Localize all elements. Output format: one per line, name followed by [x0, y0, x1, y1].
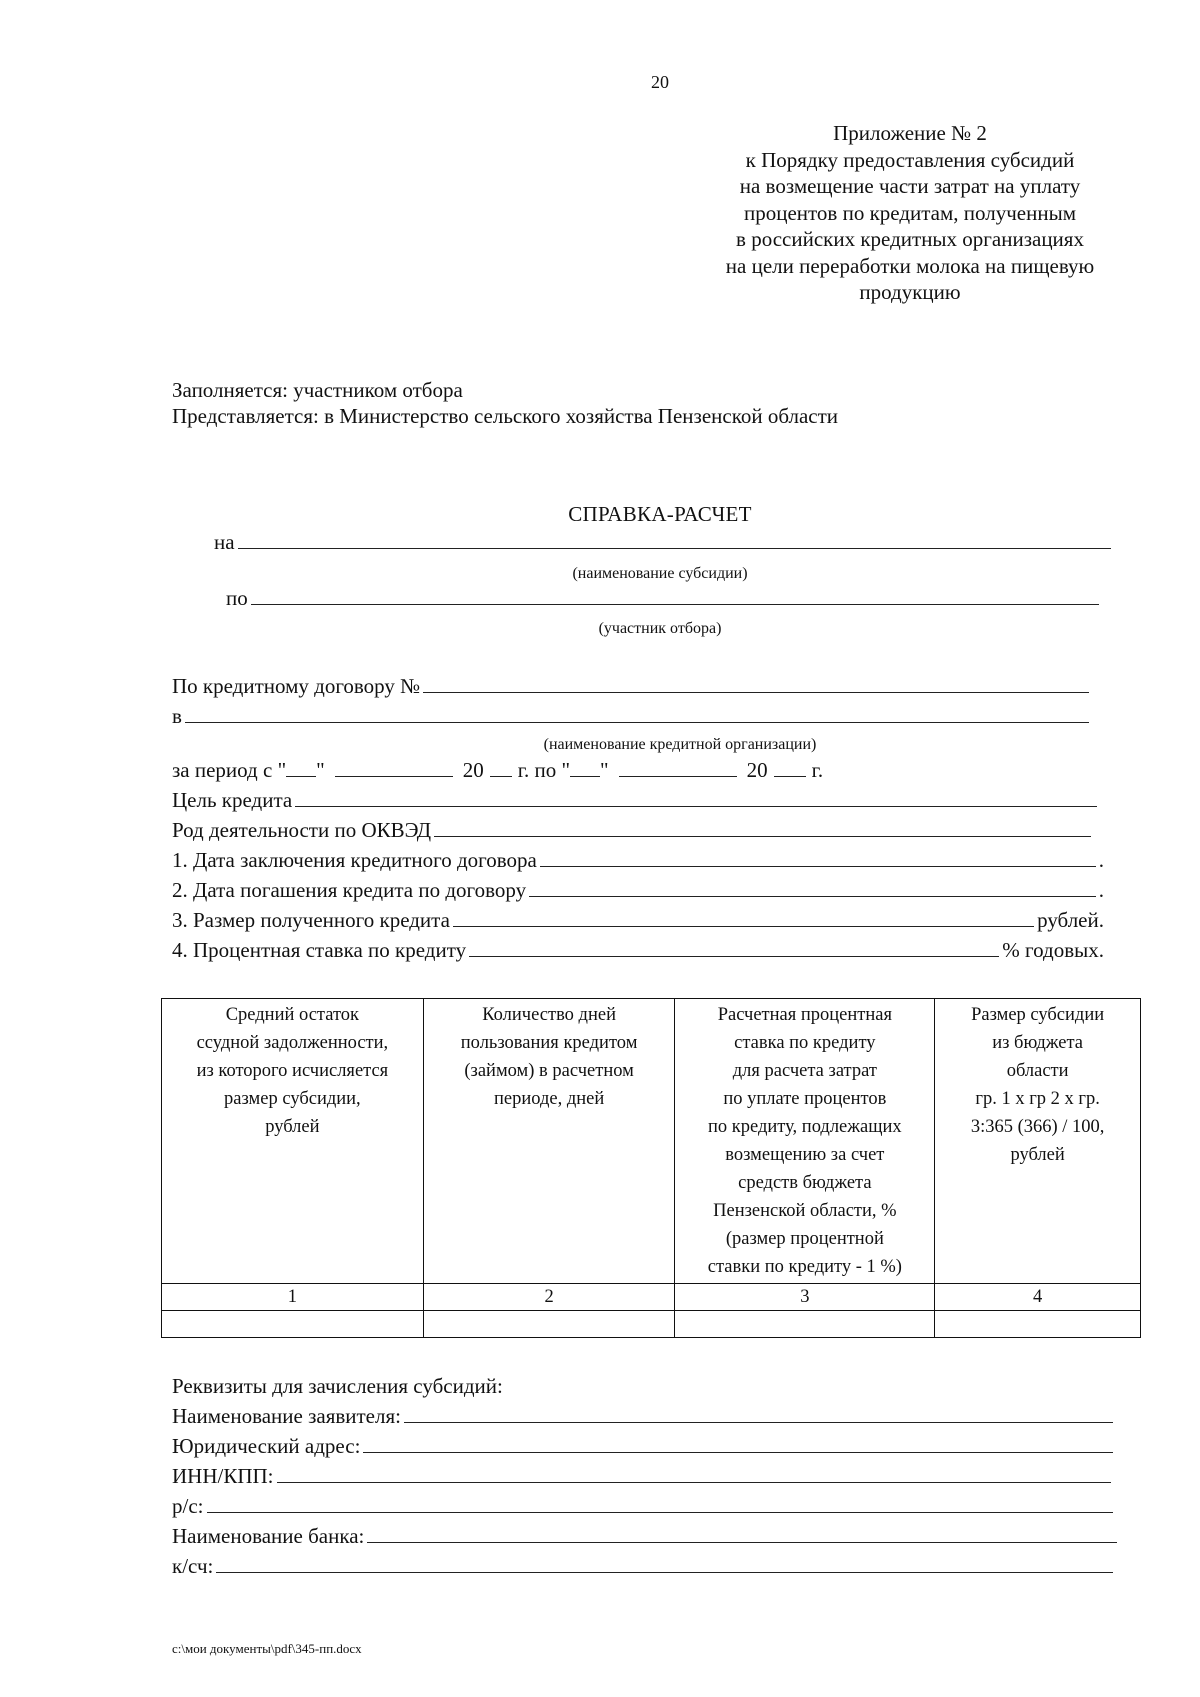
purpose-label: Цель кредита	[172, 788, 293, 812]
period-start-month-field[interactable]	[335, 758, 453, 777]
period-end-year-field[interactable]	[774, 758, 806, 777]
address-row	[172, 1434, 1116, 1459]
bank-prefix-label: в	[172, 704, 182, 728]
period-row	[172, 758, 823, 783]
item1-row	[172, 848, 1104, 873]
column-number: 1	[162, 1284, 424, 1311]
inn-field[interactable]	[277, 1464, 1111, 1483]
okved-row	[172, 818, 1094, 843]
repayment-date-field[interactable]	[529, 878, 1096, 897]
inn-label: ИНН/КПП:	[172, 1464, 274, 1488]
contract-row	[172, 674, 1092, 699]
account-field[interactable]	[207, 1494, 1114, 1513]
item3-row	[172, 908, 1104, 933]
bank-row	[172, 704, 1092, 729]
period-quote: "	[600, 758, 609, 782]
period-end-day-field[interactable]	[570, 758, 600, 777]
corr-account-row	[172, 1554, 1116, 1579]
contract-label: По кредитному договору №	[172, 674, 421, 698]
appendix-line: на возмещение части затрат на уплату	[739, 174, 1081, 198]
contract-number-field[interactable]	[423, 674, 1089, 693]
submitted-to-text: Представляется: в Министерство сельского хозяйства Пензенской области	[172, 404, 839, 428]
applicant-row	[172, 1404, 1116, 1429]
table-column-numbers-row	[162, 1284, 1141, 1311]
table-cell-days-count[interactable]	[423, 1311, 675, 1338]
column-number: 2	[423, 1284, 675, 1311]
na-label: на	[214, 530, 235, 554]
table-header-row	[162, 999, 1141, 1284]
table-cell-interest-rate[interactable]	[675, 1311, 935, 1338]
corr-account-field[interactable]	[216, 1554, 1113, 1573]
inn-row	[172, 1464, 1114, 1489]
table-row	[162, 1311, 1141, 1338]
bank-requisite-row	[172, 1524, 1120, 1549]
okved-label: Род деятельности по ОКВЭД	[172, 818, 432, 842]
column-number: 4	[935, 1284, 1141, 1311]
header-average-balance: Средний остаток ссудной задолженности, из которого исчисляется размер субсидии, рублей	[162, 999, 424, 1284]
participant-field[interactable]	[251, 586, 1099, 605]
contract-date-field[interactable]	[540, 848, 1096, 867]
table-cell-subsidy-amount[interactable]	[935, 1311, 1141, 1338]
applicant-label: Наименование заявителя:	[172, 1404, 401, 1428]
item3-suffix: рублей.	[1037, 908, 1104, 932]
item1-label: 1. Дата заключения кредитного договора	[172, 848, 537, 872]
bank-name-field[interactable]	[185, 704, 1089, 723]
subsidy-name-row	[214, 530, 1114, 555]
filled-by-text: Заполняется: участником отбора	[172, 378, 463, 402]
period-to-label: г. по "	[517, 758, 571, 782]
appendix-line: процентов по кредитам, полученным	[743, 200, 1076, 225]
item2-label: 2. Дата погашения кредита по договору	[172, 878, 527, 902]
item4-label: 4. Процентная ставка по кредиту	[172, 938, 467, 962]
appendix-line: продукцию	[859, 280, 961, 304]
period-year-suffix: г.	[811, 758, 824, 782]
purpose-row	[172, 788, 1100, 813]
subsidy-name-field[interactable]	[238, 530, 1111, 549]
account-row	[172, 1494, 1116, 1519]
address-field[interactable]	[363, 1434, 1113, 1453]
applicant-field[interactable]	[404, 1404, 1113, 1423]
appendix-line: в российских кредитных организациях	[736, 227, 1084, 251]
period-quote: "	[316, 758, 325, 782]
appendix-line: на цели переработки молока на пищевую	[725, 253, 1095, 278]
requisites-heading: Реквизиты для зачисления субсидий:	[172, 1374, 503, 1398]
subsidy-name-caption: (наименование субсидии)	[572, 565, 748, 582]
item2-dot: .	[1098, 878, 1104, 902]
header-days-count: Количество дней пользования кредитом (займом) в расчетном периоде, дней	[423, 999, 675, 1284]
footer-file-path: c:\мои документы\pdf\345-пп.docx	[172, 1641, 362, 1656]
participant-caption: (участник отбора)	[598, 620, 722, 637]
okved-field[interactable]	[434, 818, 1091, 837]
credit-amount-field[interactable]	[453, 908, 1034, 927]
item1-dot: .	[1098, 848, 1104, 872]
header-subsidy-amount: Размер субсидии из бюджета области гр. 1 х гр 2 х гр. 3:365 (366) / 100, рублей	[935, 999, 1141, 1284]
page-number: 20	[651, 72, 669, 92]
document-title: СПРАВКА-РАСЧЕТ	[568, 502, 752, 526]
po-label: по	[226, 586, 248, 610]
interest-rate-field[interactable]	[469, 938, 999, 957]
table-cell-average-balance[interactable]	[162, 1311, 424, 1338]
appendix-block	[680, 120, 1140, 306]
calculation-table	[161, 998, 1141, 1338]
column-number: 3	[675, 1284, 935, 1311]
bank-requisite-field[interactable]	[367, 1524, 1117, 1543]
period-label: за период с "	[172, 758, 287, 782]
bank-requisite-label: Наименование банка:	[172, 1524, 365, 1548]
period-start-year-field[interactable]	[490, 758, 512, 777]
participant-row	[226, 586, 1102, 611]
period-end-month-field[interactable]	[619, 758, 737, 777]
period-start-day-field[interactable]	[286, 758, 316, 777]
corr-account-label: к/сч:	[172, 1554, 214, 1578]
item4-row	[172, 938, 1104, 963]
purpose-field[interactable]	[295, 788, 1097, 807]
account-label: р/с:	[172, 1494, 204, 1518]
item3-label: 3. Размер полученного кредита	[172, 908, 450, 932]
period-year-prefix: 20	[746, 758, 768, 782]
period-year-prefix: 20	[462, 758, 484, 782]
item4-suffix: % годовых.	[1002, 938, 1104, 962]
item2-row	[172, 878, 1104, 903]
header-interest-rate: Расчетная процентная ставка по кредиту для расчета затрат по уплате процентов по кредиту, подлежащих возмещению за счет средств бюджета Пензенской области, % (размер процентной ставки по кредиту - 1 %)	[675, 999, 935, 1284]
address-label: Юридический адрес:	[172, 1434, 361, 1458]
appendix-line: к Порядку предоставления субсидий	[745, 147, 1075, 172]
bank-caption: (наименование кредитной организации)	[543, 736, 817, 753]
appendix-line: Приложение № 2	[833, 121, 987, 145]
